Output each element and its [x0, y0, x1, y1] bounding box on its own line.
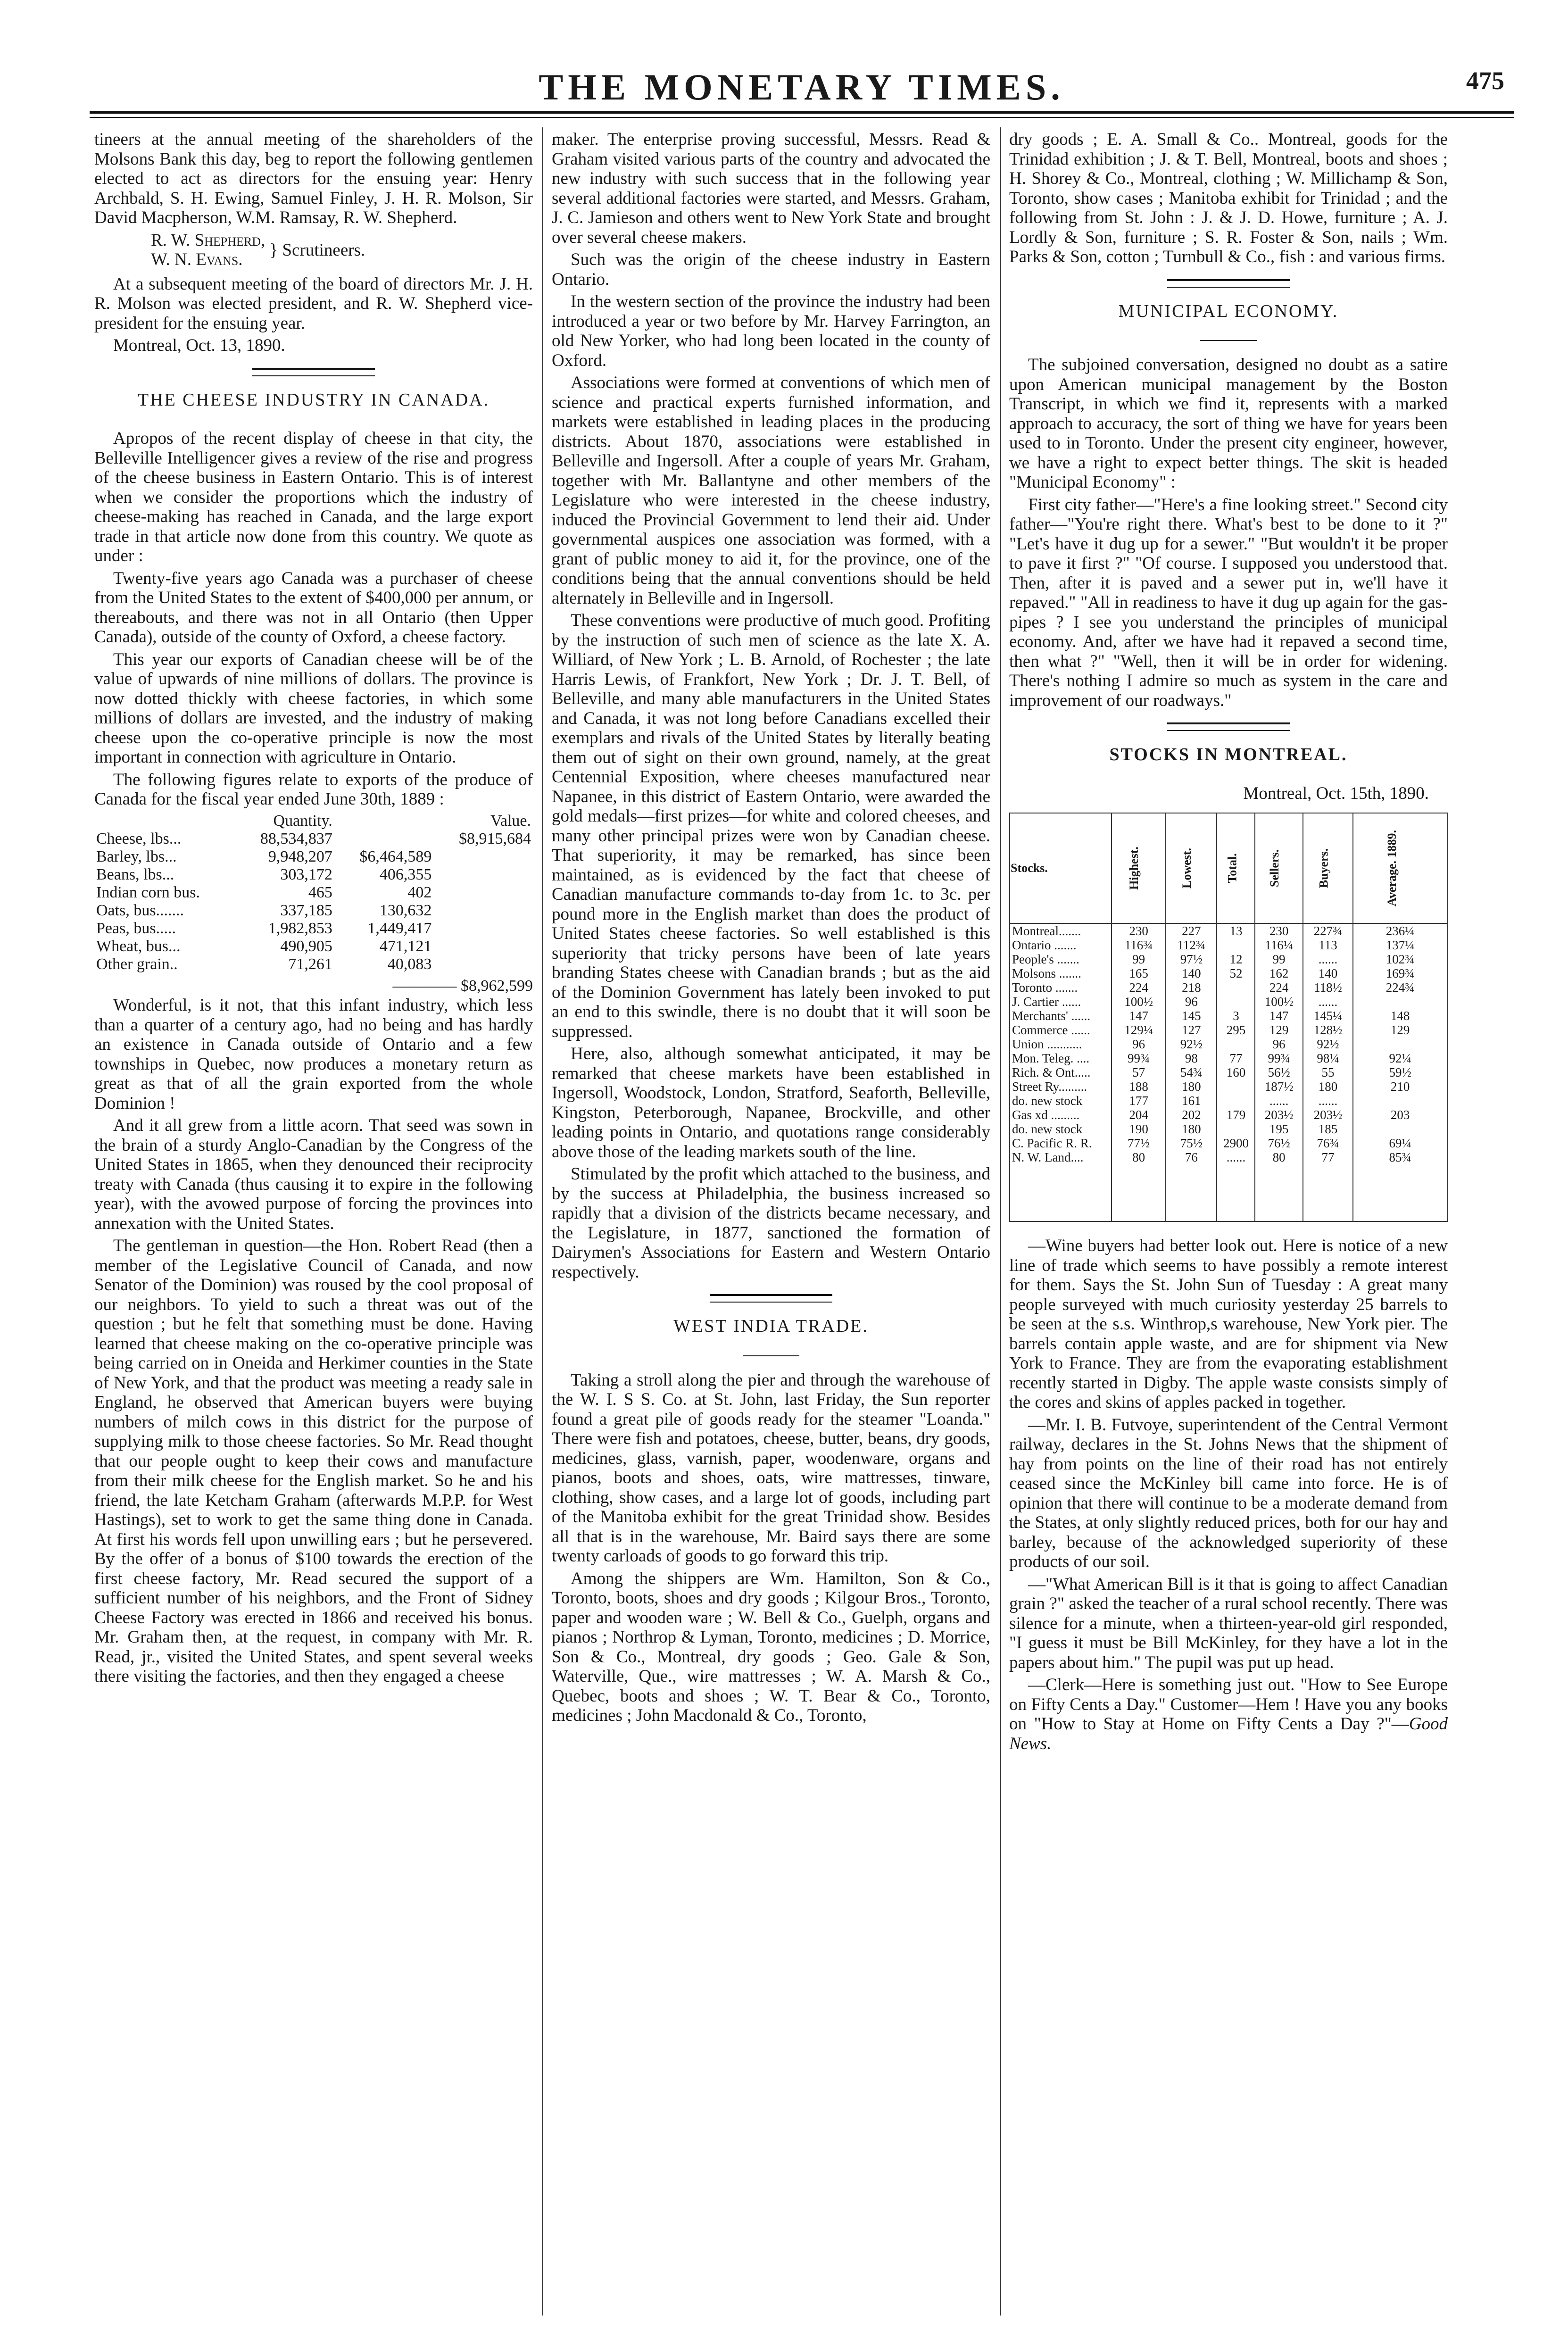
paragraph: These conventions were productive of much good. Profiting by the instruction of such men of science as the late X. A. Williard, of New York ; L. B. Arnold, of Rochester ; the late Harris Lewis, of Frankfort, New York ; Dr. J. T. Bell, of Belleville, and many able manufacturers in the United States and Canada, it was not long before Canadians excelled their exemplars and rivals of the United States by literally beating them out of sight on their own ground, namely, at the great Centennial Exposition, where cheeses manufactured near Napanee, in this district of Eastern Ontario, were awarded the gold medals—first prizes—for white and colored cheeses, and many other principal prizes were won by Canadian cheese. That superiority, it may be remarked, has since been maintained, as is evidenced by the fact that cheese of Canadian manufacture commands to-day from 1c. to 3c. per pound more in the English market than does the product of United States cheese factories. So well established is this superiority that tricky persons have been of late years branding States cheese with Canadian brands ; but as the aid of the Dominion Government has lately been invoked to put an end to this swindle, there is no doubt that it will soon be suppressed.	[552, 611, 990, 1041]
table-row	[1010, 1009, 1447, 1023]
table-cell: 295	[1217, 1023, 1255, 1037]
table-cell: 224	[1112, 980, 1166, 995]
table-cell: 140	[1166, 966, 1217, 980]
table-cell: 145	[1166, 1009, 1217, 1023]
paragraph: This year our exports of Canadian cheese will be of the value of upwards of nine millions of dollars. The province is now dotted thickly with cheese factories, in which some millions of dollars are invested, and the industry of making cheese upon the co-operative principle is now the most important in connection with agriculture in Ontario.	[94, 649, 533, 767]
column-2	[552, 130, 990, 1728]
column-header: Stocks.	[1010, 813, 1112, 923]
paragraph: First city father—"Here's a fine looking street." Second city father—"You're right there. What's best to be done to it ?" "Let's have it dug up for a sewer." "But wouldn't it be proper to pave it first ?" "Of course. I supposed you understood that. Then, after it is paved and a sewer put in, we'll have it repaved." "All in readiness to have it dug up again for the gas-pipes ? I see you understand the principles of municipal economy. And, after we have had it repaved a second time, then what ?" "Well, then it will be in order for widening. There's nothing I admire so much as system in the care and improvement of our roadways."	[1009, 495, 1448, 710]
table-cell: Beans, lbs...	[96, 865, 174, 883]
table-header-row	[1010, 813, 1447, 923]
table-row	[1010, 952, 1447, 966]
table-cell: 96	[1112, 1037, 1166, 1051]
table-cell: 1,449,417	[367, 919, 432, 937]
table-cell	[433, 938, 533, 955]
table-cell	[433, 902, 533, 920]
table-cell	[1217, 1094, 1255, 1108]
table-cell	[1353, 995, 1447, 1009]
table-cell: C. Pacific R. R.	[1010, 1136, 1112, 1150]
paragraph: Associations were formed at conventions of which men of science and practical experts furnished information, and markets were established in leading places in the producing districts. About 1870, associations were established in Belleville and Ingersoll. After a couple of years Mr. Graham, together with Mr. Ballantyne and other members of the Legislature who were interested in the cheese industry, induced the Provincial Government to lend their aid. Under governmental auspices one association was formed, with a grant of public money to aid it, for the province, one of the conditions being that the annual conventions should be held alternately in Belleville and in Ingersoll.	[552, 373, 990, 608]
paragraph: maker. The enterprise proving successful, Messrs. Read & Graham visited various parts of the country and advocated the new industry with such success that in the following year several additional factories were started, and Messrs. Graham, J. C. Jamieson and others went to New York State and brought over several cheese makers.	[552, 130, 990, 247]
table-cell: 180	[1166, 1122, 1217, 1136]
table-cell: $6,464,589	[359, 847, 432, 865]
table-cell: Cheese, lbs...	[96, 830, 182, 847]
section-separator	[252, 368, 375, 376]
article-heading: STOCKS IN MONTREAL.	[1109, 745, 1348, 764]
paragraph: The subjoined conversation, designed no doubt as a satire upon American municipal management by the Boston Transcript, in which we find it, represents with a marked approach to accuracy, the sort of thing we have for years been used to in Toronto. Under the present city engineer, however, we have a right to expect better things. The skit is headed "Municipal Economy" :	[1009, 355, 1448, 492]
table-cell: 147	[1255, 1009, 1303, 1023]
table-cell: 102¾	[1353, 952, 1447, 966]
table-cell: Commerce ......	[1010, 1023, 1112, 1037]
column-header: Total.	[1217, 813, 1255, 923]
table-cell: 2900	[1217, 1136, 1255, 1150]
paragraph: The gentleman in question—the Hon. Robert Read (then a member of the Legislative Council of Canada, and now Senator of the Dominion) was roused by the cool proposal of our neighbors. To yield to such a threat was out of the question ; but he felt that something must be done. Having learned that cheese making on the co-operative principle was being carried on in Oneida and Herkimer counties in the State of New York, and that the product was meeting a ready sale in England, he observed that American buyers were buying numbers of milch cows in this district for the purpose of supplying milk to those cheese factories. So Mr. Read thought that our people ought to keep their cows and manufacture from their milk cheese for the English market. So he and his friend, the late Ketcham Graham (afterwards M.P.P. for West Hastings), set to work to get the same thing done in Canada. At first his words fell upon unwilling ears ; but he persevered. By the offer of a bonus of $100 towards the erection of the first cheese factory, Mr. Read secured the support of a sufficient number of his neighbors, and the Front of Sidney Cheese Factory was erected in 1866 and received his bonus. Mr. Graham then, at the request, in company with Mr. R. Read, jr., visited the United States, and spent several weeks there visiting the factories, and then they engaged a cheese	[94, 1236, 533, 1686]
paragraph: —Mr. I. B. Futvoye, superintendent of the Central Vermont railway, declares in the St. Johns News that the shipment of hay from points on the line of their road has not entirely ceased since the McKinley bill came into force. He is of opinion that there will continue to be a moderate demand from the States, at only slightly reduced prices, both for our hay and barley, because of the acknowledged superiority of these products of our soil.	[1009, 1415, 1448, 1571]
table-cell: 76¾	[1303, 1136, 1353, 1150]
column-header: Sellers.	[1255, 813, 1303, 923]
table-cell: 180	[1166, 1079, 1217, 1094]
table-cell: 92½	[1166, 1037, 1217, 1051]
table-cell: 113	[1303, 938, 1353, 952]
paragraph: Apropos of the recent display of cheese in that city, the Belleville Intelligencer gives a review of the rise and progress of the cheese business in Eastern Ontario. This is of interest when we consider the proportions which the industry of cheese-making has reached in Canada, and the large export trade in that article now done from this country. We quote as under :	[94, 429, 533, 565]
table-cell: 177	[1112, 1094, 1166, 1108]
table-cell	[433, 884, 533, 902]
table-cell: 129	[1255, 1023, 1303, 1037]
table-cell: 402	[407, 883, 432, 901]
table-cell: Oats, bus.......	[96, 901, 184, 919]
table-cell: 98	[1166, 1051, 1217, 1065]
paragraph: Such was the origin of the cheese industry in Eastern Ontario.	[552, 250, 990, 289]
column-3	[1009, 130, 1448, 1756]
table-row	[1010, 1150, 1447, 1221]
table-cell: 127	[1166, 1023, 1217, 1037]
table-row	[94, 938, 533, 955]
table-cell: 203	[1353, 1108, 1447, 1122]
scrutineers-label: } Scrutineers.	[269, 240, 365, 260]
table-cell	[1217, 980, 1255, 995]
article-heading: WEST INDIA TRADE.	[673, 1316, 869, 1336]
table-cell: 57	[1112, 1065, 1166, 1079]
table-cell: Wheat, bus...	[96, 937, 181, 955]
paragraph: Here, also, although somewhat anticipated, it may be remarked that cheese markets have been established in Ingersoll, Woodstock, London, Stratford, Seaforth, Belleville, Kingston, Peterborough, Napanee, Brockville, and other leading points in Ontario, and quotations range considerably above those of the leading markets south of the line.	[552, 1044, 990, 1162]
table-cell: 88,534,837	[260, 830, 332, 847]
table-cell: Ontario .......	[1010, 938, 1112, 952]
table-cell: 12	[1217, 952, 1255, 966]
article-heading: THE CHEESE INDUSTRY IN CANADA.	[137, 390, 490, 410]
paragraph: Among the shippers are Wm. Hamilton, Son & Co., Toronto, boots, shoes and dry goods ; Kilgour Bros., Toronto, paper and wooden ware ; W. Bell & Co., Guelph, organs and pianos ; Northrop & Lyman, Toronto, medicines ; D. Morrice, Son & Co., Montreal, dry goods ; Geo. Gale & Son, Waterville, Que., wire mattresses ; W. A. Marsh & Co., Quebec, boots and shoes ; W. T. Bear & Co., Toronto, medicines ; John Macdonald & Co., Toronto,	[552, 1569, 990, 1725]
table-cell: Other grain..	[96, 955, 178, 973]
column-header: Highest.	[1112, 813, 1166, 923]
table-row	[94, 902, 533, 920]
table-row	[1010, 1122, 1447, 1136]
table-cell: N. W. Land....	[1010, 1150, 1112, 1221]
source-credit: Good News.	[1009, 1714, 1448, 1753]
paragraph: The following figures relate to exports of the produce of Canada for the fiscal year ended June 30th, 1889 :	[94, 770, 533, 809]
table-cell: 98¼	[1303, 1051, 1353, 1065]
table-cell	[1217, 1037, 1255, 1051]
header-rule	[90, 111, 1514, 114]
table-cell: Barley, lbs...	[96, 847, 177, 865]
table-cell: 55	[1303, 1065, 1353, 1079]
table-cell: 1,982,853	[268, 919, 332, 937]
dateline: Montreal, Oct. 13, 1890.	[113, 336, 285, 355]
table-cell: 13	[1217, 923, 1255, 938]
table-cell: 406,355	[379, 865, 432, 883]
table-cell: 118½	[1303, 980, 1353, 995]
table-cell: 85¾	[1353, 1150, 1447, 1221]
table-header: Quantity.	[273, 812, 332, 830]
table-cell	[1353, 1122, 1447, 1136]
table-cell: 112¾	[1166, 938, 1217, 952]
table-cell: 140	[1303, 966, 1353, 980]
table-cell: Rich. & Ont.....	[1010, 1065, 1112, 1079]
table-cell	[1217, 938, 1255, 952]
paragraph: —Wine buyers had better look out. Here is notice of a new line of trade which seems to have possibly a remote interest for them. Says the St. John Sun of Tuesday : A great many people surveyed with much curiosity yesterday 25 barrels to be seen at the s.s. Winthrop,s warehouse, New York pier. The barrels contain apple waste, and are for shipment via New York to France. They are from the evaporating establishment recently started in Digby. The apple waste consists simply of the cores and skins of apples packed in together.	[1009, 1236, 1448, 1412]
table-cell: 187½	[1255, 1079, 1303, 1094]
table-row	[1010, 1037, 1447, 1051]
table-cell: Union ...........	[1010, 1037, 1112, 1051]
table-row	[1010, 1136, 1447, 1150]
table-row	[1010, 966, 1447, 980]
table-cell: 96	[1255, 1037, 1303, 1051]
table-cell: 9,948,207	[268, 847, 332, 865]
table-cell: 100½	[1112, 995, 1166, 1009]
table-cell: 148	[1353, 1009, 1447, 1023]
table-cell: 77	[1217, 1051, 1255, 1065]
table-cell: 80	[1112, 1150, 1166, 1221]
scrutineers-block	[151, 231, 533, 270]
header-rule-thin	[90, 117, 1514, 118]
scrutineer-name: W. N. Evans.	[151, 250, 243, 269]
table-cell: 56½	[1255, 1065, 1303, 1079]
table-cell: Indian corn bus.	[96, 883, 200, 901]
paragraph: In the western section of the province the industry had been introduced a year or two before by Mr. Harvey Farrington, an old New Yorker, who had long been located in the county of Oxford.	[552, 292, 990, 370]
paragraph	[1009, 1675, 1448, 1753]
table-cell: 71,261	[288, 955, 332, 973]
page-number: 475	[1466, 66, 1504, 95]
table-cell: Montreal.......	[1010, 923, 1112, 938]
table-cell: 161	[1166, 1094, 1217, 1108]
column-header: Average. 1889.	[1353, 813, 1447, 923]
table-cell: 129	[1353, 1023, 1447, 1037]
table-cell: 337,185	[280, 901, 332, 919]
table-cell: People's .......	[1010, 952, 1112, 966]
heading-rule	[1200, 340, 1257, 341]
column-header: Buyers.	[1303, 813, 1353, 923]
table-cell: do. new stock	[1010, 1122, 1112, 1136]
table-cell: 203½	[1255, 1108, 1303, 1122]
stocks-table	[1009, 813, 1448, 1222]
table-cell: 202	[1166, 1108, 1217, 1122]
table-total: ———— $8,962,599	[392, 977, 533, 995]
table-cell: 224	[1255, 980, 1303, 995]
table-cell: 54¾	[1166, 1065, 1217, 1079]
table-row	[1010, 980, 1447, 995]
table-cell: 92¼	[1353, 1051, 1447, 1065]
table-cell: 188	[1112, 1079, 1166, 1094]
table-cell: 180	[1303, 1079, 1353, 1094]
section-separator	[1167, 722, 1290, 731]
table-cell: 99	[1112, 952, 1166, 966]
table-cell	[433, 848, 533, 866]
table-cell: 99¾	[1255, 1051, 1303, 1065]
table-cell: 204	[1112, 1108, 1166, 1122]
table-cell	[1217, 1122, 1255, 1136]
paragraph: Taking a stroll along the pier and through the warehouse of the W. I. S S. Co. at St. John, last Friday, the Sun reporter found a great pile of goods ready for the steamer "Loanda." There were fish and potatoes, cheese, butter, beans, dry goods, medicines, glass, varnish, paper, woodenware, organs and pianos, boots and shoes, oats, wire mattresses, tinware, clothing, show cases, and a large lot of goods, including part of the Manitoba exhibit for the great Trinidad show. Besides all that is in the warehouse, Mr. Baird says there are some twenty carloads of goods to go forward this trip.	[552, 1370, 990, 1566]
table-cell	[1217, 1079, 1255, 1094]
table-cell: 97½	[1166, 952, 1217, 966]
table-row	[1010, 923, 1447, 938]
table-cell: 100½	[1255, 995, 1303, 1009]
publication-title: THE MONETARY TIMES.	[539, 66, 1065, 108]
table-cell: 76	[1166, 1150, 1217, 1221]
table-cell: 169¾	[1353, 966, 1447, 980]
paragraph: Twenty-five years ago Canada was a purchaser of cheese from the United States to the extent of $400,000 per annum, or thereabouts, and there was not in all Ontario (then Upper Canada), outside of the county of Oxford, a cheese factory.	[94, 568, 533, 647]
section-separator	[710, 1294, 832, 1303]
table-cell	[433, 866, 533, 884]
column-header: Lowest.	[1166, 813, 1217, 923]
exports-table	[94, 812, 533, 973]
table-cell: 185	[1303, 1122, 1353, 1136]
table-cell: Merchants' ......	[1010, 1009, 1112, 1023]
table-cell: 224¾	[1353, 980, 1447, 995]
table-cell: 99	[1255, 952, 1303, 966]
paragraph: And it all grew from a little acorn. That seed was sown in the brain of a sturdy Anglo-Canadian by the Congress of the United States in 1865, when they denounced their reciprocity treaty with Canada (thus causing it to expire in the following year), with the avowed purpose of forcing the provinces into annexation with the United States.	[94, 1116, 533, 1233]
table-cell: 490,905	[280, 937, 332, 955]
table-cell: 210	[1353, 1079, 1447, 1094]
table-cell: Molsons .......	[1010, 966, 1112, 980]
table-cell: 80	[1255, 1150, 1303, 1221]
table-cell: 230	[1112, 923, 1166, 938]
table-row	[1010, 1051, 1447, 1065]
paragraph: dry goods ; E. A. Small & Co.. Montreal, goods for the Trinidad exhibition ; J. & T. Bell, Montreal, boots and shoes ; H. Shorey & Co., Montreal, clothing ; W. Millichamp & Son, Toronto, show cases ; Manitoba exhibit for Trinidad ; and the following from St. John : J. & J. D. Howe, furniture ; A. J. Lordly & Son, furniture ; S. R. Foster & Son, nails ; Wm. Parks & Son, cotton ; Turnbull & Co., fish : and various firms.	[1009, 130, 1448, 266]
table-row	[1010, 1065, 1447, 1079]
paragraph: Stimulated by the profit which attached to the business, and by the success at Philadelphia, the business increased so rapidly that a division of the districts became necessary, and the Legislature, in 1877, sanctioned the formation of Dairymen's Associations for Eastern and Western Ontario respectively.	[552, 1164, 990, 1282]
table-cell: 40,083	[387, 955, 432, 973]
table-cell: 92½	[1303, 1037, 1353, 1051]
table-cell: 230	[1255, 923, 1303, 938]
table-cell: 59½	[1353, 1065, 1447, 1079]
table-cell	[433, 955, 533, 973]
column-divider	[542, 127, 543, 2316]
table-cell: ......	[1217, 1150, 1255, 1221]
table-cell: ......	[1303, 952, 1353, 966]
table-cell: 303,172	[280, 865, 332, 883]
table-cell	[334, 830, 434, 848]
table-row	[94, 830, 533, 848]
table-cell: 116¼	[1255, 938, 1303, 952]
table-cell: 465	[308, 883, 332, 901]
table-cell: 69¼	[1353, 1136, 1447, 1150]
table-cell: 160	[1217, 1065, 1255, 1079]
table-cell: ......	[1303, 1094, 1353, 1108]
table-cell: ......	[1255, 1094, 1303, 1108]
table-cell: 165	[1112, 966, 1166, 980]
table-cell: 236¼	[1353, 923, 1447, 938]
table-cell: 52	[1217, 966, 1255, 980]
scrutineer-name: R. W. Shepherd,	[151, 230, 265, 250]
table-cell: Toronto .......	[1010, 980, 1112, 995]
table-cell: 130,632	[379, 901, 432, 919]
table-cell	[1353, 1094, 1447, 1108]
article-heading: MUNICIPAL ECONOMY.	[1118, 301, 1339, 321]
table-header: Value.	[490, 812, 531, 830]
table-cell: J. Cartier ......	[1010, 995, 1112, 1009]
table-cell: 77½	[1112, 1136, 1166, 1150]
table-row	[94, 866, 533, 884]
table-row	[94, 884, 533, 902]
table-cell: 471,121	[379, 937, 432, 955]
heading-rule	[743, 1355, 799, 1356]
table-cell: 147	[1112, 1009, 1166, 1023]
table-row	[1010, 1094, 1447, 1108]
table-cell: $8,915,684	[459, 830, 531, 847]
table-cell: 77	[1303, 1150, 1353, 1221]
table-cell: 3	[1217, 1009, 1255, 1023]
table-cell: ......	[1303, 995, 1353, 1009]
paragraph: At a subsequent meeting of the board of directors Mr. J. H. R. Molson was elected president, and R. W. Shepherd vice-president for the ensuing year.	[94, 274, 533, 333]
column-1	[94, 130, 533, 1689]
table-row	[94, 848, 533, 866]
table-cell: 128½	[1303, 1023, 1353, 1037]
table-cell: 96	[1166, 995, 1217, 1009]
table-cell: 227	[1166, 923, 1217, 938]
table-row	[94, 920, 533, 938]
table-cell: 203½	[1303, 1108, 1353, 1122]
table-row	[1010, 1079, 1447, 1094]
table-cell: 145¼	[1303, 1009, 1353, 1023]
section-separator	[1167, 279, 1290, 288]
table-cell: Gas xd .........	[1010, 1108, 1112, 1122]
table-cell: 75½	[1166, 1136, 1217, 1150]
table-cell: 179	[1217, 1108, 1255, 1122]
table-cell: 116¾	[1112, 938, 1166, 952]
table-cell	[1217, 995, 1255, 1009]
paragraph: —"What American Bill is it that is going to affect Canadian grain ?" asked the teacher of a rural school recently. There was silence for a minute, when a thirteen-year-old girl responded, "I guess it must be Bill McKinley, for they have a lot in the papers about him." The pupil was put up head.	[1009, 1574, 1448, 1672]
table-cell: 195	[1255, 1122, 1303, 1136]
table-cell: Street Ry.........	[1010, 1079, 1112, 1094]
table-cell: 218	[1166, 980, 1217, 995]
table-cell: 99¾	[1112, 1051, 1166, 1065]
column-divider	[1000, 127, 1001, 2316]
table-cell: 162	[1255, 966, 1303, 980]
table-cell: 137¼	[1353, 938, 1447, 952]
table-row	[1010, 1023, 1447, 1037]
table-cell	[1353, 1037, 1447, 1051]
paragraph-text: —Clerk—Here is something just out. "How to See Europe on Fifty Cents a Day." Customer—Hem ! Have you any books on "How to Stay at Home on Fifty Cents a Day ?"—	[1009, 1675, 1448, 1734]
table-cell: Peas, bus.....	[96, 919, 176, 937]
masthead-area	[90, 57, 1514, 108]
paragraph: tineers at the annual meeting of the shareholders of the Molsons Bank this day, beg to report the following gentlemen elected to act as directors for the ensuing year: Henry Archbald, S. H. Ewing, Samuel Finley, J. H. R. Molson, Sir David Macpherson, W.M. Ramsay, R. W. Shepherd.	[94, 130, 533, 227]
table-row	[94, 955, 533, 973]
table-cell: 227¾	[1303, 923, 1353, 938]
paragraph: Wonderful, is it not, that this infant industry, which less than a quarter of a century ago, had no being and has hardly an existence in Canada outside of Ontario and a few townships in Quebec, now produces a monetary return as great as that of all the grain exported from the whole Dominion !	[94, 996, 533, 1113]
stocks-dateline: Montreal, Oct. 15th, 1890.	[1243, 783, 1429, 803]
table-cell: Mon. Teleg. ....	[1010, 1051, 1112, 1065]
table-cell	[433, 920, 533, 938]
table-cell: 190	[1112, 1122, 1166, 1136]
table-row	[1010, 995, 1447, 1009]
table-cell: 76½	[1255, 1136, 1303, 1150]
table-row	[1010, 938, 1447, 952]
table-cell: do. new stock	[1010, 1094, 1112, 1108]
table-row	[1010, 1108, 1447, 1122]
table-cell: 129¼	[1112, 1023, 1166, 1037]
